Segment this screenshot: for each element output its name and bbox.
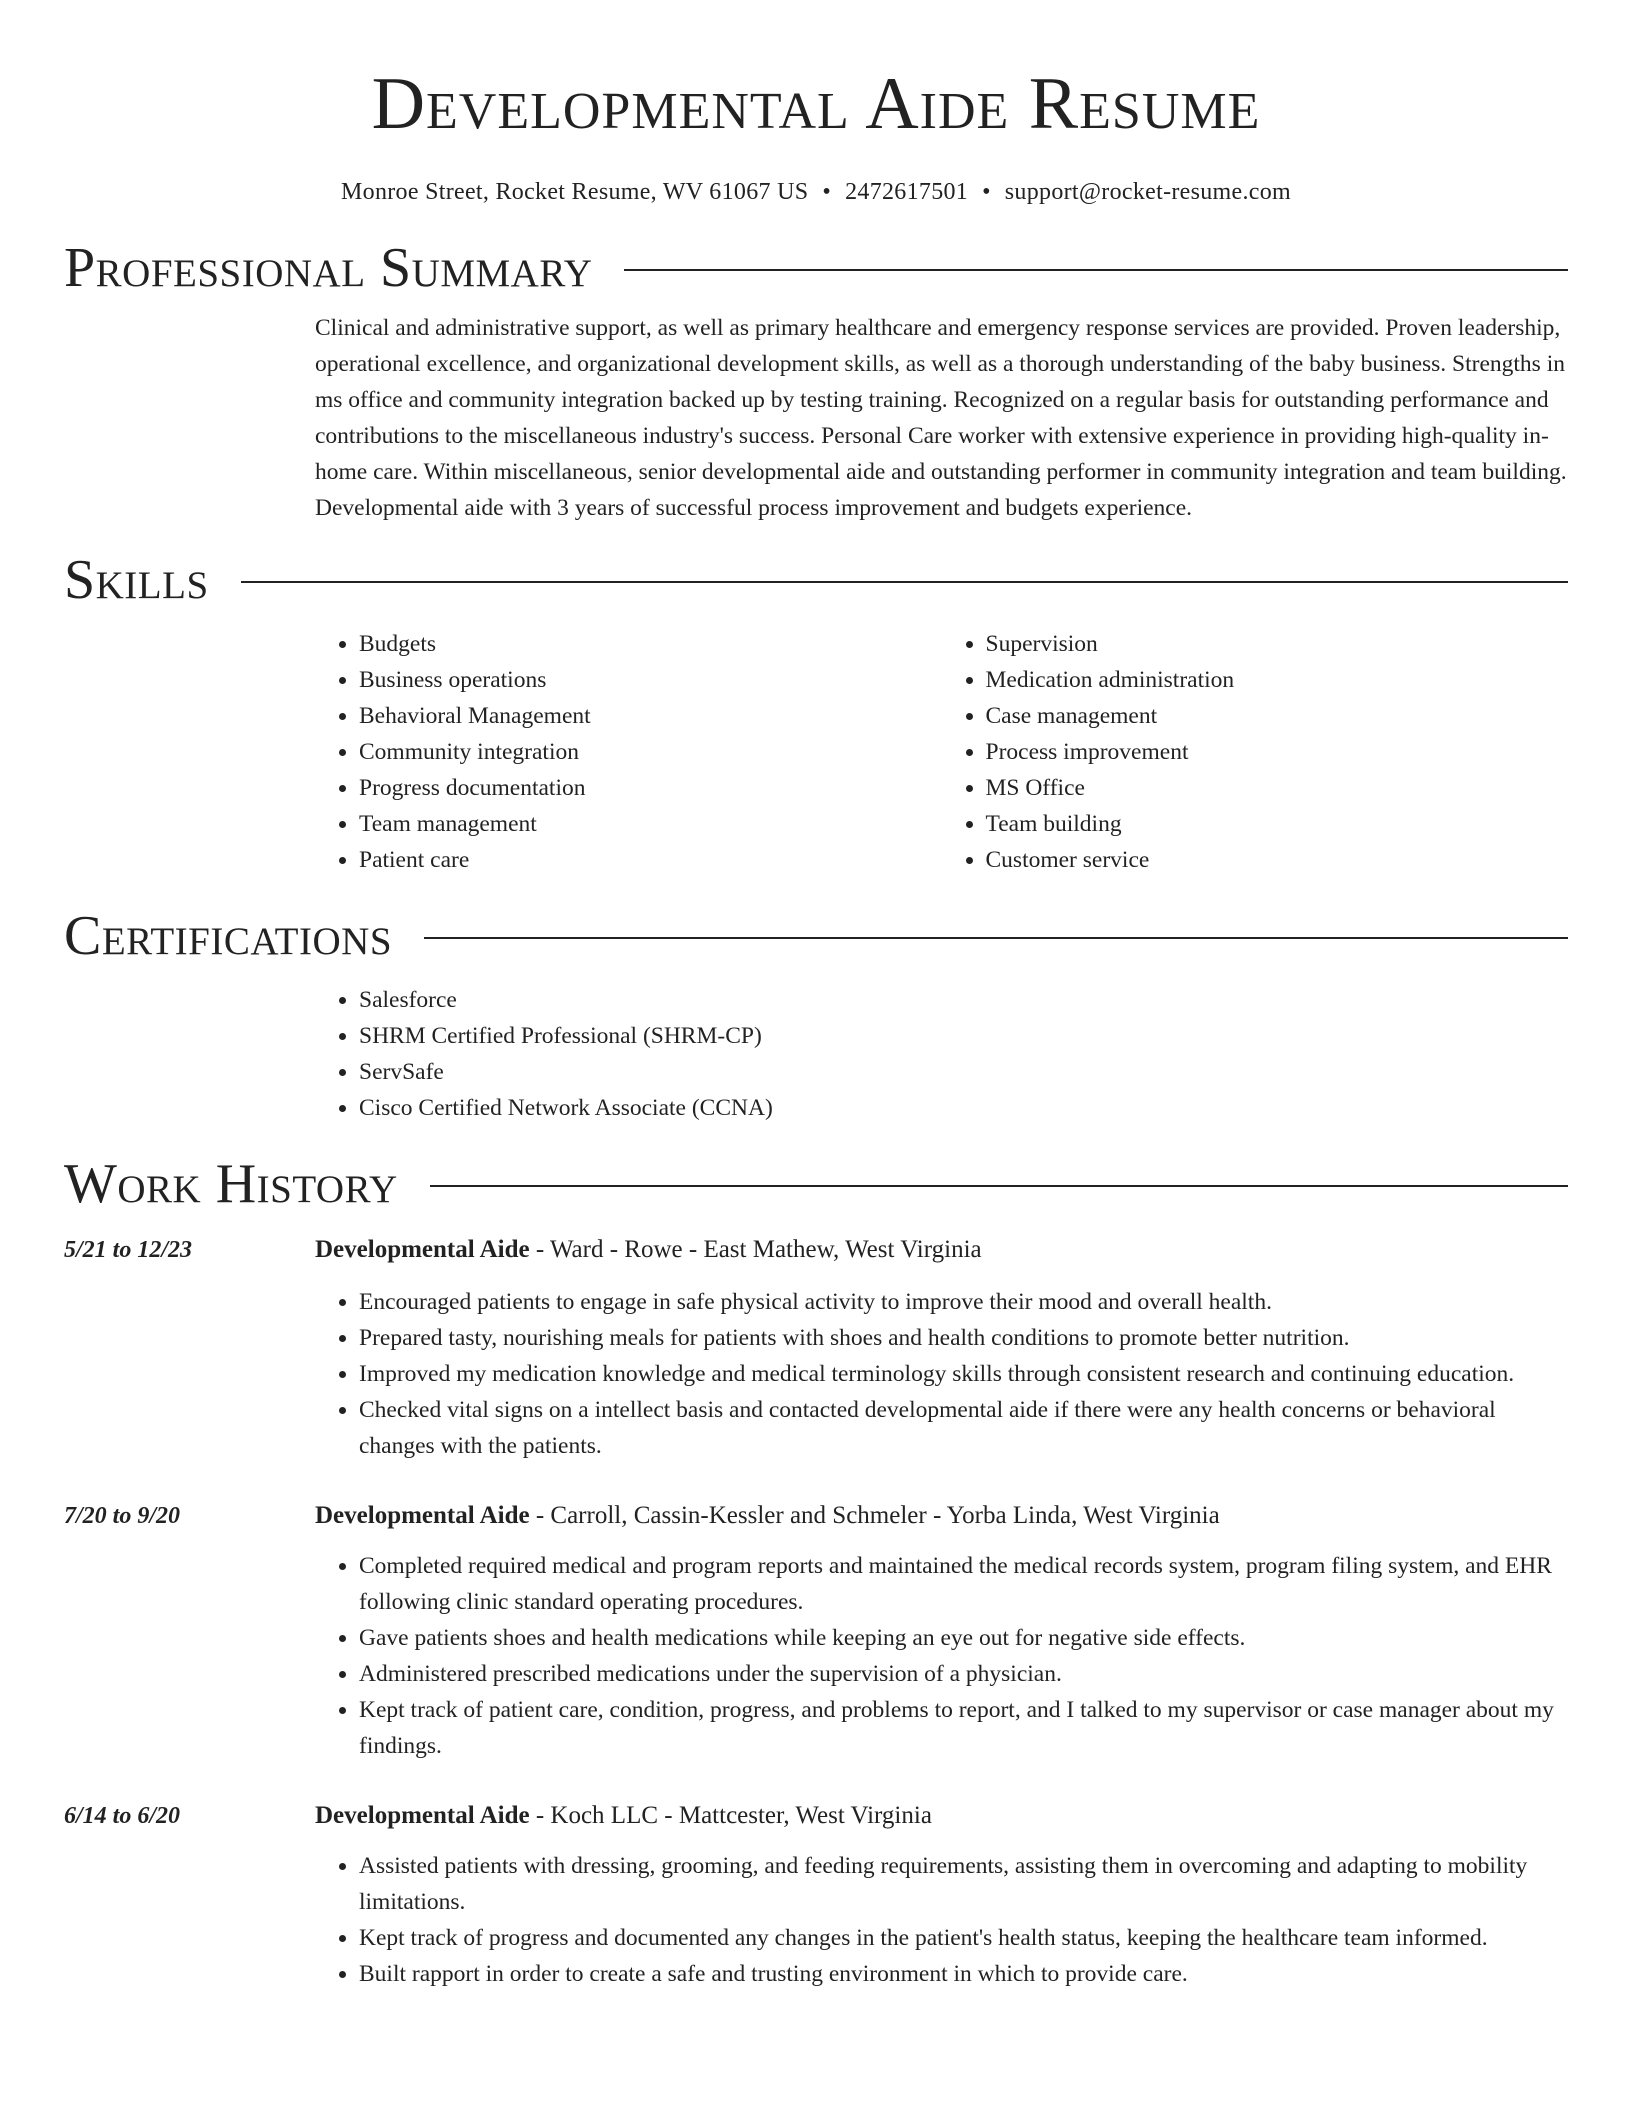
job-bullet: • Encouraged patients to engage in safe physical activity to improve their mood and overall health. xyxy=(359,1284,1568,1320)
skill-item: • Progress documentation xyxy=(359,770,942,806)
contact-separator: • xyxy=(822,179,832,205)
job-bullet: • Checked vital signs on a intellect basis and contacted developmental aide if there were any health concerns or behavioral changes with the patients. xyxy=(359,1392,1568,1464)
job-bullets xyxy=(315,1284,1568,1464)
job-title-line xyxy=(315,1232,1568,1268)
skills-body xyxy=(315,626,1568,878)
contact-address: Monroe Street, Rocket Resume, WV 61067 US xyxy=(341,179,809,205)
skills-list-left xyxy=(315,626,942,878)
skill-item: • Team management xyxy=(359,806,942,842)
skill-item: • MS Office xyxy=(986,770,1569,806)
work-heading: Work History xyxy=(64,1153,398,1215)
work-section-header xyxy=(64,1152,1568,1216)
job-details xyxy=(315,1498,1568,1764)
summary-body xyxy=(315,310,1568,526)
job-details xyxy=(315,1232,1568,1464)
contact-phone: 2472617501 xyxy=(845,179,969,205)
job-employer-location: - Carroll, Cassin-Kessler and Schmeler - Yorba Linda, West Virginia xyxy=(529,1502,1220,1529)
resume-page xyxy=(64,0,1568,1992)
job-bullets xyxy=(315,1548,1568,1764)
certification-item: • SHRM Certified Professional (SHRM-CP) xyxy=(359,1018,1568,1054)
job-bullet: • Prepared tasty, nourishing meals for patients with shoes and health conditions to promote better nutrition. xyxy=(359,1320,1568,1356)
job-title: Developmental Aide xyxy=(315,1502,530,1529)
job-title: Developmental Aide xyxy=(315,1236,530,1263)
skill-item: • Behavioral Management xyxy=(359,698,942,734)
contact-line xyxy=(64,176,1568,208)
skill-item: • Customer service xyxy=(986,842,1569,878)
section-divider xyxy=(241,581,1568,583)
job-bullets xyxy=(315,1848,1568,1992)
job-bullet: • Completed required medical and program reports and maintained the medical records system, program filing system, and EHR following clinic standard operating procedures. xyxy=(359,1548,1568,1620)
resume-title: Developmental Aide Resume xyxy=(371,63,1261,145)
job-dates: 7/20 to 9/20 xyxy=(64,1503,181,1529)
job-employer-location: - Ward - Rowe - East Mathew, West Virginia xyxy=(529,1236,982,1263)
contact-email: support@rocket-resume.com xyxy=(1004,179,1291,205)
skill-item: • Business operations xyxy=(359,662,942,698)
certifications-heading: Certifications xyxy=(64,905,393,967)
certification-item: • ServSafe xyxy=(359,1054,1568,1090)
certifications-body xyxy=(315,982,1568,1126)
skill-item: • Case management xyxy=(986,698,1569,734)
job-title-line xyxy=(315,1798,1568,1834)
job-title: Developmental Aide xyxy=(315,1802,530,1829)
job-bullet: • Assisted patients with dressing, grooming, and feeding requirements, assisting them in overcoming and adapting to mobility limitations. xyxy=(359,1848,1568,1920)
certification-item: • Salesforce xyxy=(359,982,1568,1018)
job-bullet: • Gave patients shoes and health medications while keeping an eye out for negative side effects. xyxy=(359,1620,1568,1656)
skill-item: • Supervision xyxy=(986,626,1569,662)
job-entry xyxy=(64,1798,1568,1992)
contact-separator: • xyxy=(982,179,991,205)
skill-item: • Budgets xyxy=(359,626,942,662)
summary-section-header xyxy=(64,236,1568,300)
skills-list-right xyxy=(942,626,1569,878)
skill-item: • Medication administration xyxy=(986,662,1569,698)
section-divider xyxy=(624,269,1568,271)
job-dates: 5/21 to 12/23 xyxy=(64,1237,193,1263)
skills-grid xyxy=(315,626,1568,878)
certifications-section-header xyxy=(64,904,1568,968)
job-bullet: • Kept track of patient care, condition, progress, and problems to report, and I talked to my supervisor or case manager about my findings. xyxy=(359,1692,1568,1764)
summary-heading: Professional Summary xyxy=(64,237,593,299)
job-bullet: • Built rapport in order to create a safe and trusting environment in which to provide care. xyxy=(359,1956,1568,1992)
skills-heading: Skills xyxy=(64,549,209,611)
job-bullet: • Kept track of progress and documented any changes in the patient's health status, keeping the healthcare team informed. xyxy=(359,1920,1568,1956)
job-entry xyxy=(64,1498,1568,1764)
job-employer-location: - Koch LLC - Mattcester, West Virginia xyxy=(529,1802,932,1829)
certification-item: • Cisco Certified Network Associate (CCNA) xyxy=(359,1090,1568,1126)
section-divider xyxy=(424,937,1568,939)
summary-text: Clinical and administrative support, as well as primary healthcare and emergency response services are provided. Proven leadership, operational excellence, and organizational development skills, as well as a thorough understanding of the baby business. Strengths in ms office and community integration backed up by testing training. Recognized on a regular basis for outstanding performance and contributions to the miscellaneous industry's success. Personal Care worker with extensive experience in providing high-quality in-home care. Within miscellaneous, senior developmental aide and outstanding performer in community integration and team building. Developmental aide with 3 years of successful process improvement and budgets experience. xyxy=(315,315,1567,521)
job-title-line xyxy=(315,1498,1568,1534)
job-details xyxy=(315,1798,1568,1992)
job-dates: 6/14 to 6/20 xyxy=(64,1803,181,1829)
job-bullet: • Improved my medication knowledge and medical terminology skills through consistent research and continuing education. xyxy=(359,1356,1568,1392)
skill-item: • Community integration xyxy=(359,734,942,770)
certifications-list xyxy=(315,982,1568,1126)
job-entry xyxy=(64,1232,1568,1464)
skill-item: • Patient care xyxy=(359,842,942,878)
skill-item: • Team building xyxy=(986,806,1569,842)
section-divider xyxy=(430,1185,1568,1187)
job-bullet: • Administered prescribed medications under the supervision of a physician. xyxy=(359,1656,1568,1692)
skill-item: • Process improvement xyxy=(986,734,1569,770)
skills-section-header xyxy=(64,548,1568,612)
